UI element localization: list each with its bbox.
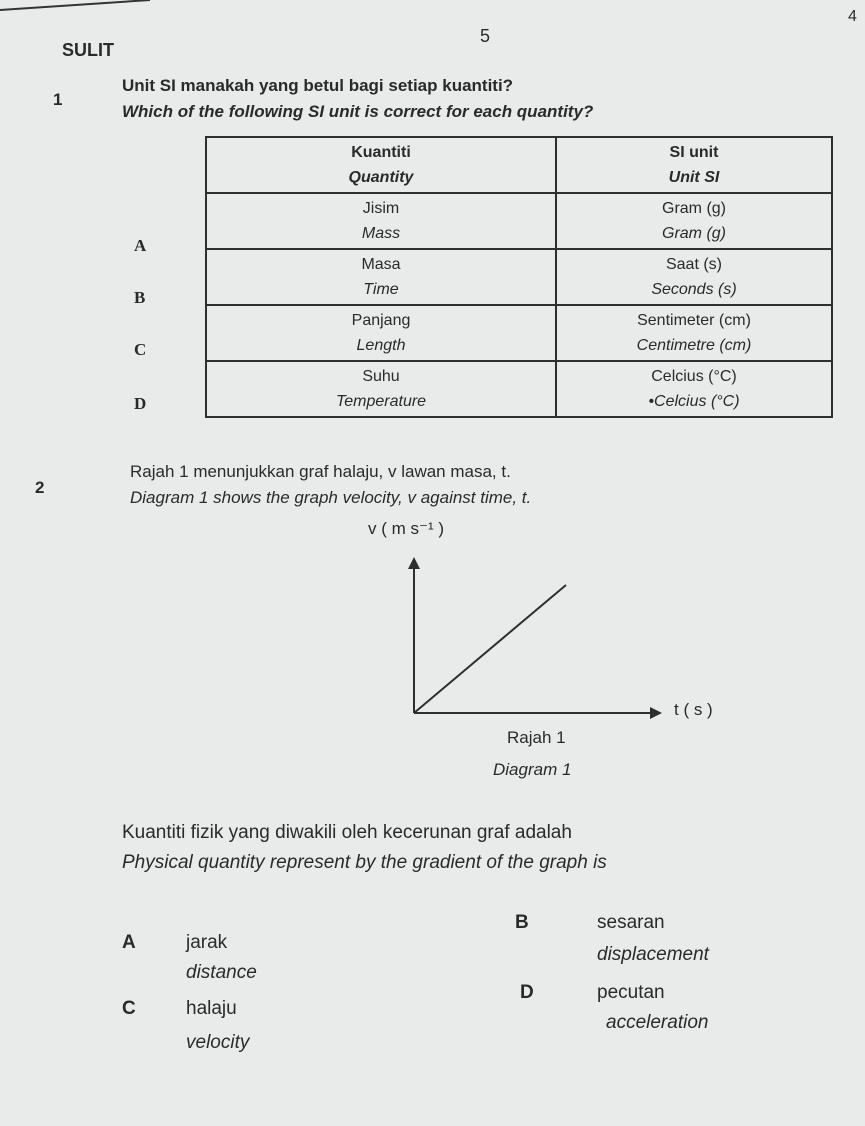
si-unit-header-en: SI unit bbox=[669, 144, 719, 161]
quantity-en: Temperature bbox=[335, 393, 427, 410]
unit-cell bbox=[556, 193, 832, 249]
page-number: 5 bbox=[480, 26, 491, 46]
unit-en: Seconds (s) bbox=[651, 281, 737, 298]
unit-en: •Celcius (°C) bbox=[648, 393, 740, 410]
quantity-cell bbox=[206, 305, 556, 361]
quantity-cell bbox=[206, 361, 556, 417]
quantity-cell bbox=[206, 193, 556, 249]
q1-option-c-letter[interactable]: C bbox=[134, 340, 147, 359]
si-unit-header-ms: Unit SI bbox=[668, 169, 720, 186]
q2-option-b-ms[interactable]: sesaran bbox=[597, 912, 665, 933]
q2-option-a-en[interactable]: distance bbox=[186, 962, 257, 983]
q2-option-c-ms[interactable]: halaju bbox=[186, 998, 237, 1019]
q2-option-a-ms[interactable]: jarak bbox=[186, 932, 228, 953]
question-2-text-ms: Rajah 1 menunjukkan graf halaju, v lawan masa, t. bbox=[130, 462, 511, 481]
question-2-text-en: Diagram 1 shows the graph velocity, v against time, t. bbox=[130, 488, 532, 507]
quantity-en: Time bbox=[363, 281, 399, 298]
unit-cell bbox=[556, 249, 832, 305]
table-row bbox=[206, 361, 832, 417]
question-2-prompt-en: Physical quantity represent by the gradient of the graph is bbox=[122, 852, 607, 873]
q1-option-b-letter[interactable]: B bbox=[134, 288, 146, 307]
diagram-caption-en: Diagram 1 bbox=[493, 760, 572, 779]
q2-option-c-en[interactable]: velocity bbox=[186, 1032, 250, 1053]
quantity-header-ms: Kuantiti bbox=[351, 144, 411, 161]
question-1-number: 1 bbox=[53, 90, 63, 109]
q2-option-c-letter[interactable]: C bbox=[122, 998, 136, 1019]
table-row bbox=[206, 305, 832, 361]
sulit-label: SULIT bbox=[62, 40, 114, 60]
page-edge-line bbox=[0, 0, 300, 30]
quantity-en: Length bbox=[356, 337, 406, 354]
unit-ms: Sentimeter (cm) bbox=[637, 312, 751, 329]
unit-en: Gram (g) bbox=[662, 225, 726, 242]
quantity-header-en: Quantity bbox=[348, 169, 414, 186]
q2-option-d-letter[interactable]: D bbox=[520, 982, 534, 1003]
table-row bbox=[206, 249, 832, 305]
q2-option-b-letter[interactable]: B bbox=[515, 912, 529, 933]
q1-option-d-letter[interactable]: D bbox=[134, 394, 147, 413]
question-2-number: 2 bbox=[35, 478, 45, 497]
quantity-header bbox=[206, 137, 556, 193]
unit-cell bbox=[556, 361, 832, 417]
unit-ms: Saat (s) bbox=[665, 256, 722, 273]
y-axis-label: v ( m s⁻¹ ) bbox=[368, 519, 445, 538]
unit-ms: Celcius (°C) bbox=[651, 368, 737, 385]
corner-mark: 4 bbox=[848, 8, 857, 25]
si-unit-table bbox=[205, 136, 833, 418]
table-header-row bbox=[206, 137, 832, 193]
quantity-en: Mass bbox=[361, 225, 401, 242]
q1-option-a-letter[interactable]: A bbox=[134, 236, 147, 255]
question-1-text-en: Which of the following SI unit is correct for each quantity? bbox=[122, 102, 594, 121]
x-axis-arrowhead bbox=[650, 707, 662, 719]
y-axis-arrowhead bbox=[408, 557, 420, 569]
si-unit-header bbox=[556, 137, 832, 193]
quantity-ms: Panjang bbox=[351, 312, 411, 329]
question-2-prompt-ms: Kuantiti fizik yang diwakili oleh kecerunan graf adalah bbox=[122, 822, 572, 843]
velocity-line bbox=[414, 585, 566, 713]
quantity-ms: Masa bbox=[361, 256, 401, 273]
q2-option-d-en[interactable]: acceleration bbox=[606, 1012, 709, 1033]
q2-option-d-ms[interactable]: pecutan bbox=[597, 982, 665, 1003]
quantity-ms: Jisim bbox=[362, 200, 400, 217]
velocity-time-graph bbox=[400, 555, 670, 725]
unit-cell bbox=[556, 305, 832, 361]
table-row bbox=[206, 193, 832, 249]
q2-option-a-letter[interactable]: A bbox=[122, 932, 136, 953]
q2-option-b-en[interactable]: displacement bbox=[597, 944, 709, 965]
unit-en: Centimetre (cm) bbox=[636, 337, 752, 354]
diagram-caption-ms: Rajah 1 bbox=[507, 728, 566, 747]
question-1-text-ms: Unit SI manakah yang betul bagi setiap kuantiti? bbox=[122, 76, 514, 95]
x-axis-label: t ( s ) bbox=[674, 700, 713, 719]
quantity-ms: Suhu bbox=[362, 368, 400, 385]
unit-ms: Gram (g) bbox=[662, 200, 726, 217]
quantity-cell bbox=[206, 249, 556, 305]
